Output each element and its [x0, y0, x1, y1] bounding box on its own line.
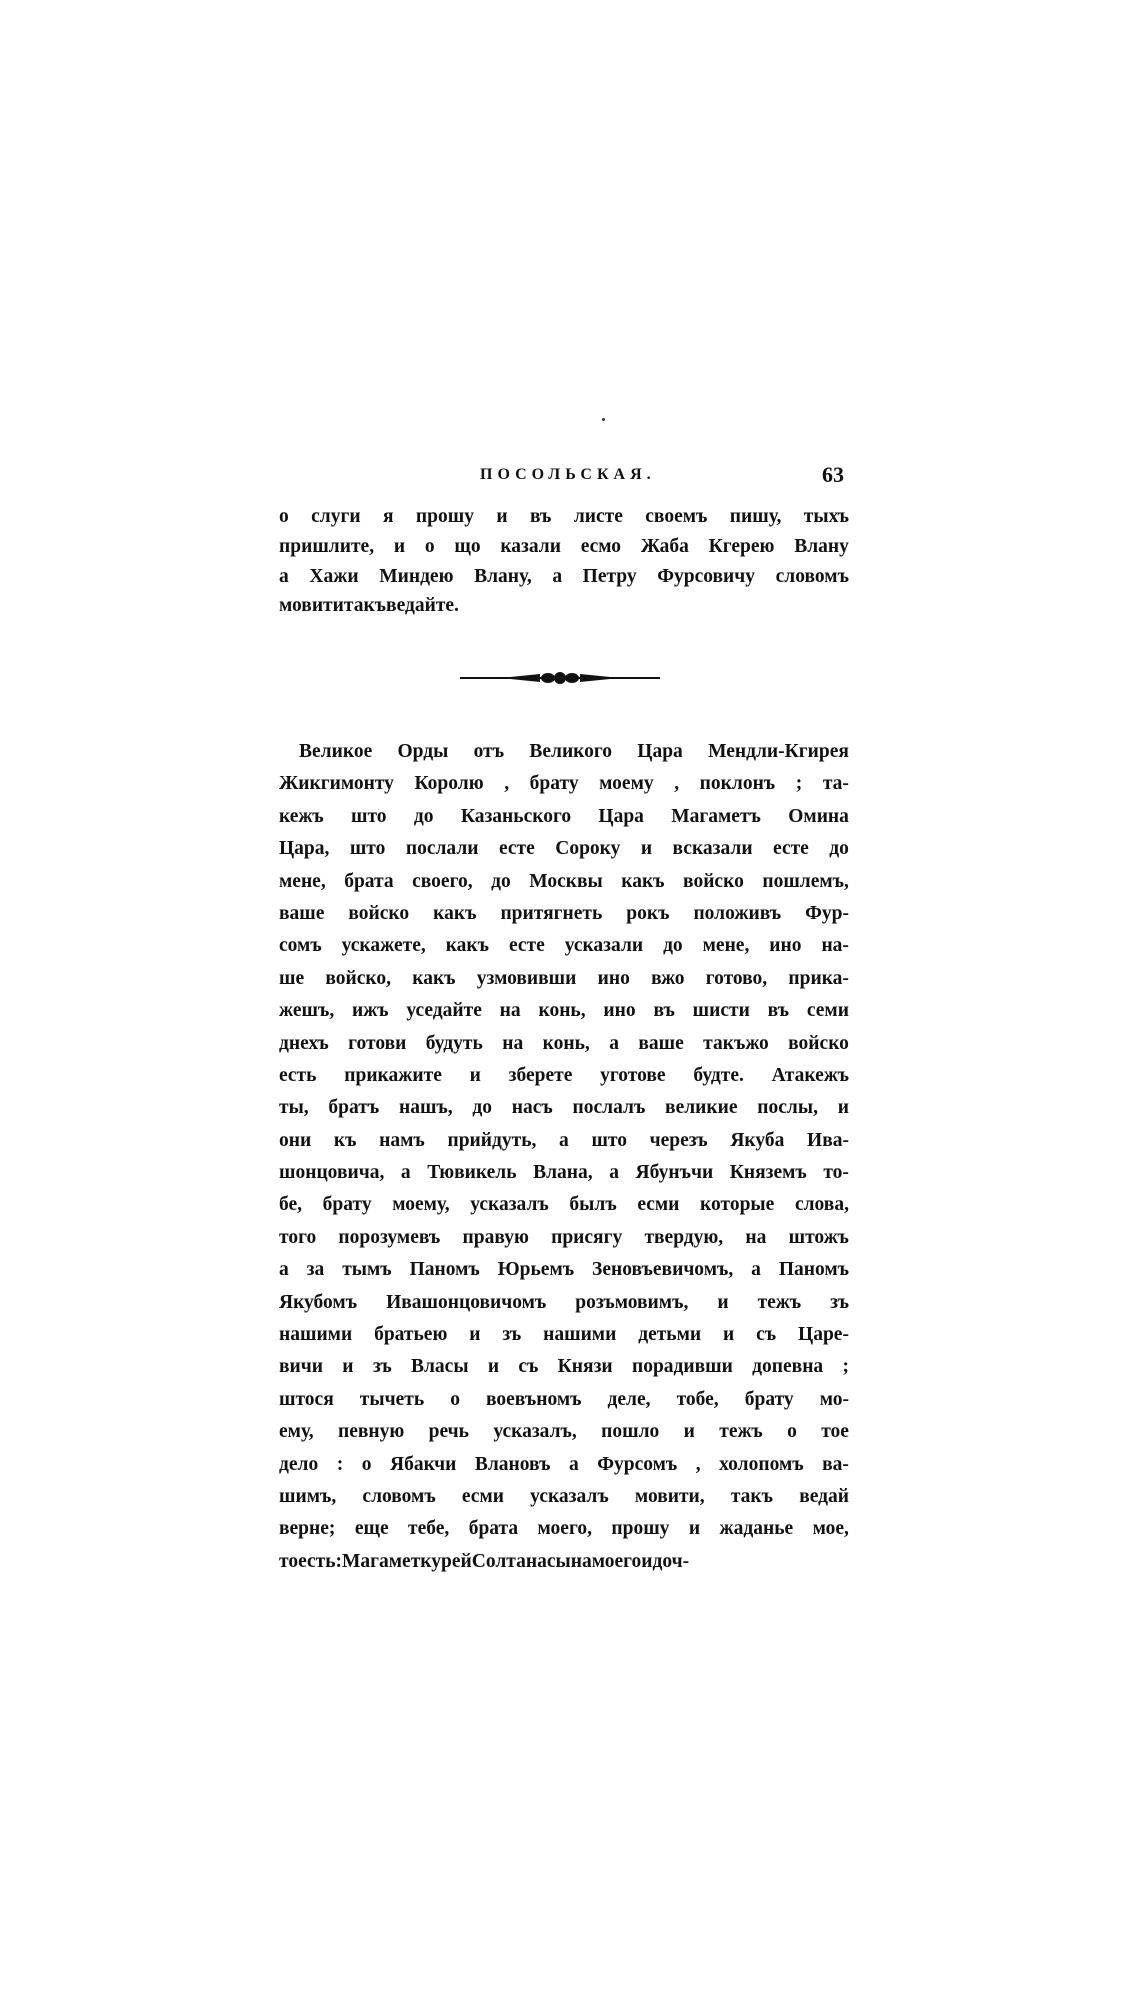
text-line: есть прикажите и зберете уготове будте. Атакежъ — [279, 1064, 849, 1086]
text-line: дело : о Ябакчи Влановъ а Фурсомъ , холопомъ ва- — [279, 1453, 849, 1475]
text-line: Великое Орды отъ Великого Цара Мендли-Кгирея — [299, 741, 849, 762]
text-line: мене, брата своего, до Москвы какъ войско пошлемъ, — [279, 870, 849, 892]
text-line: они къ намъ прийдуть, а што черезъ Якуба Ива- — [279, 1129, 849, 1151]
text-line: мовити такъ ведайте. — [279, 595, 459, 617]
running-title: ПОСОЛЬСКАЯ. — [480, 466, 656, 483]
text-line: пришлите, и о що казали есмо Жаба Кгерею Влану — [279, 535, 849, 557]
text-line: верне; еще тебе, брата моего, прошу и жаданье мое, — [279, 1518, 849, 1540]
text-line: кежъ што до Казаньского Цара Магаметъ Омина — [279, 805, 849, 827]
text-line: шимъ, словомъ есми усказалъ мовити, такъ ведай — [279, 1485, 849, 1507]
text-line: шонцовича, а Тювикель Влана, а Ябунъчи Княземъ то- — [279, 1162, 849, 1184]
text-line: того порозумевъ правую присягу твердую, на штожъ — [279, 1226, 849, 1248]
text-line: ше войско, какъ узмовивши ино вжо готово, прика- — [279, 967, 849, 989]
text-line: Якубомъ Ивашонцовичомъ розъмовимъ, и тежъ зъ — [279, 1291, 849, 1313]
text-line: Цара, што послали есте Сороку и всказали есте до — [279, 838, 849, 860]
text-line: днехъ готови будуть на конь, а ваше такъжо войско — [279, 1032, 849, 1054]
horizontal-rule-ornament — [460, 668, 660, 688]
page-speck — [602, 418, 605, 421]
text-line: ваше войско какъ притягнеть рокъ положивъ Фур- — [279, 902, 849, 924]
text-line: жешъ, ижъ уседайте на конь, ино въ шисти въ семи — [279, 1000, 849, 1022]
text-line: сомъ ускажете, какъ есте усказали до мене, ино на- — [279, 935, 849, 957]
text-line: Жикгимонту Королю , брату моему , поклонъ ; та- — [279, 773, 849, 795]
text-line: штося тычеть о воевъномъ деле, тобе, брату мо- — [279, 1388, 849, 1410]
text-line: нашими братьею и зъ нашими детьми и съ Царе- — [279, 1324, 849, 1346]
text-line: вичи и зъ Власы и съ Князи порадивши допевна ; — [279, 1356, 849, 1378]
running-head — [280, 462, 850, 492]
letter-paragraph — [279, 736, 849, 1578]
text-line: бе, брату моему, усказалъ былъ есми которые слова, — [279, 1194, 849, 1216]
text-line: о слуги я прошу и въ листе своемъ пишу, тыхъ — [279, 506, 849, 527]
text-line: ему, певную речь усказалъ, пошло и тежъ о тое — [279, 1421, 849, 1443]
text-line: ты, братъ нашъ, до насъ послалъ великие послы, и — [279, 1097, 849, 1119]
text-line: а за тымъ Паномъ Юрьемъ Зеновъевичомъ, а Паномъ — [279, 1259, 849, 1281]
text-line: а Хажи Миндею Влану, а Петру Фурсовичу словомъ — [279, 565, 849, 587]
text-line: то есть: Магаметкурей Солтана сына моего и доч- — [279, 1550, 690, 1572]
page-number: 63 — [822, 462, 844, 487]
paragraph-continued — [279, 502, 849, 621]
